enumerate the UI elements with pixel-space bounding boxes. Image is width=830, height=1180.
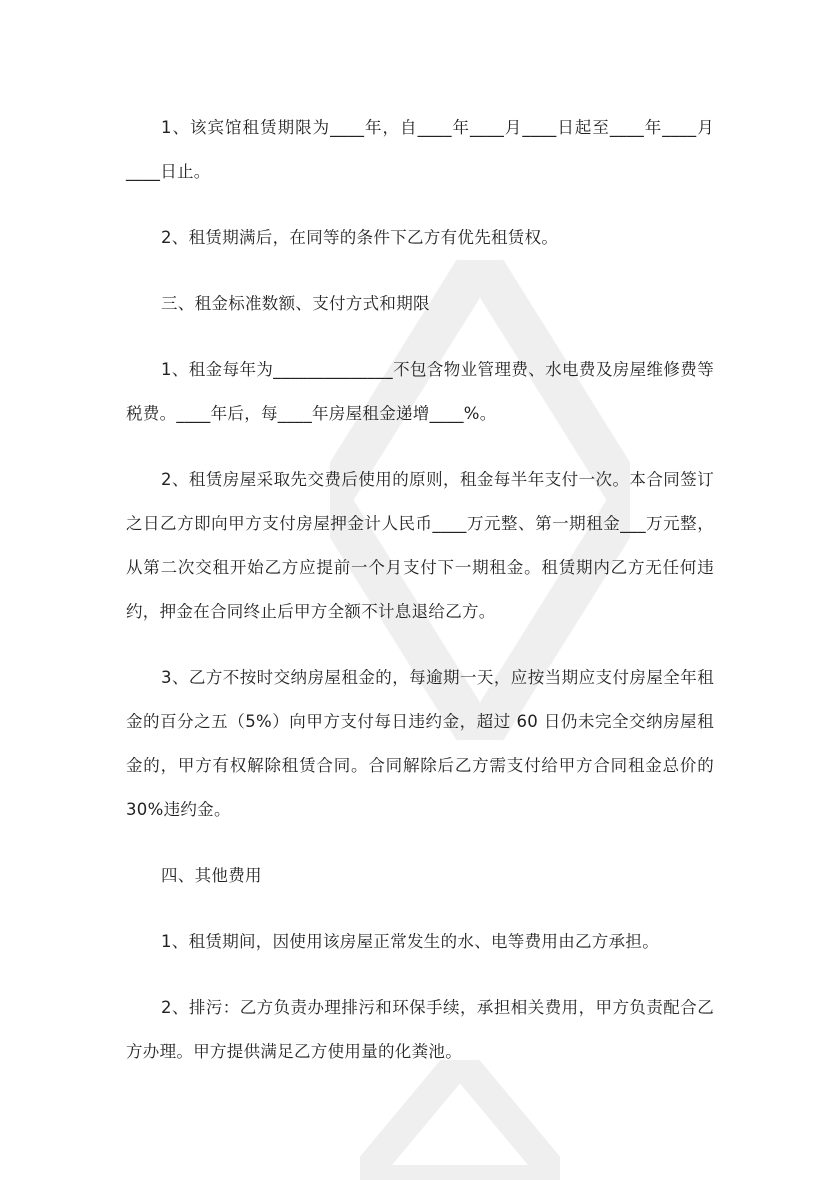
clause-lease-term: 1、该宾馆租赁期限为____年，自____年____月____日起至____年____月____日止。 xyxy=(126,118,714,181)
section-heading-rent: 三、租金标准数额、支付方式和期限 xyxy=(161,294,430,313)
clause-sewage: 2、排污：乙方负责办理排污和环保手续，承担相关费用，甲方负责配合乙方办理。甲方提供满足乙方使用量的化粪池。 xyxy=(126,998,714,1061)
section-heading-other-fees: 四、其他费用 xyxy=(161,866,262,885)
clause-late-payment: 3、乙方不按时交纳房屋租金的，每逾期一天，应按当期应支付房屋全年租金的百分之五（5%）向甲方支付每日违约金，超过 60 日仍未完全交纳房屋租金的，甲方有权解除租赁合同。合同解除后乙方需支付给甲方合同租金总价的 30%违约金。 xyxy=(126,668,714,819)
clause-renewal-priority: 2、租赁期满后，在同等的条件下乙方有优先租赁权。 xyxy=(161,228,559,247)
clause-utilities: 1、租赁期间，因使用该房屋正常发生的水、电等费用由乙方承担。 xyxy=(161,932,659,951)
document-body xyxy=(126,106,714,1096)
clause-rent-amount: 1、租金每年为______________不包含物业管理费、水电费及房屋维修费等税费。____年后，每____年房屋租金递增____%。 xyxy=(126,360,714,423)
clause-payment-method: 2、租赁房屋采取先交费后使用的原则，租金每半年支付一次。本合同签订之日乙方即向甲方支付房屋押金计人民币____万元整、第一期租金___万元整，从第二次交租开始乙方应提前一个月支付下一期租金。租赁期内乙方无任何违约，押金在合同终止后甲方全额不计息退给乙方。 xyxy=(126,470,714,621)
